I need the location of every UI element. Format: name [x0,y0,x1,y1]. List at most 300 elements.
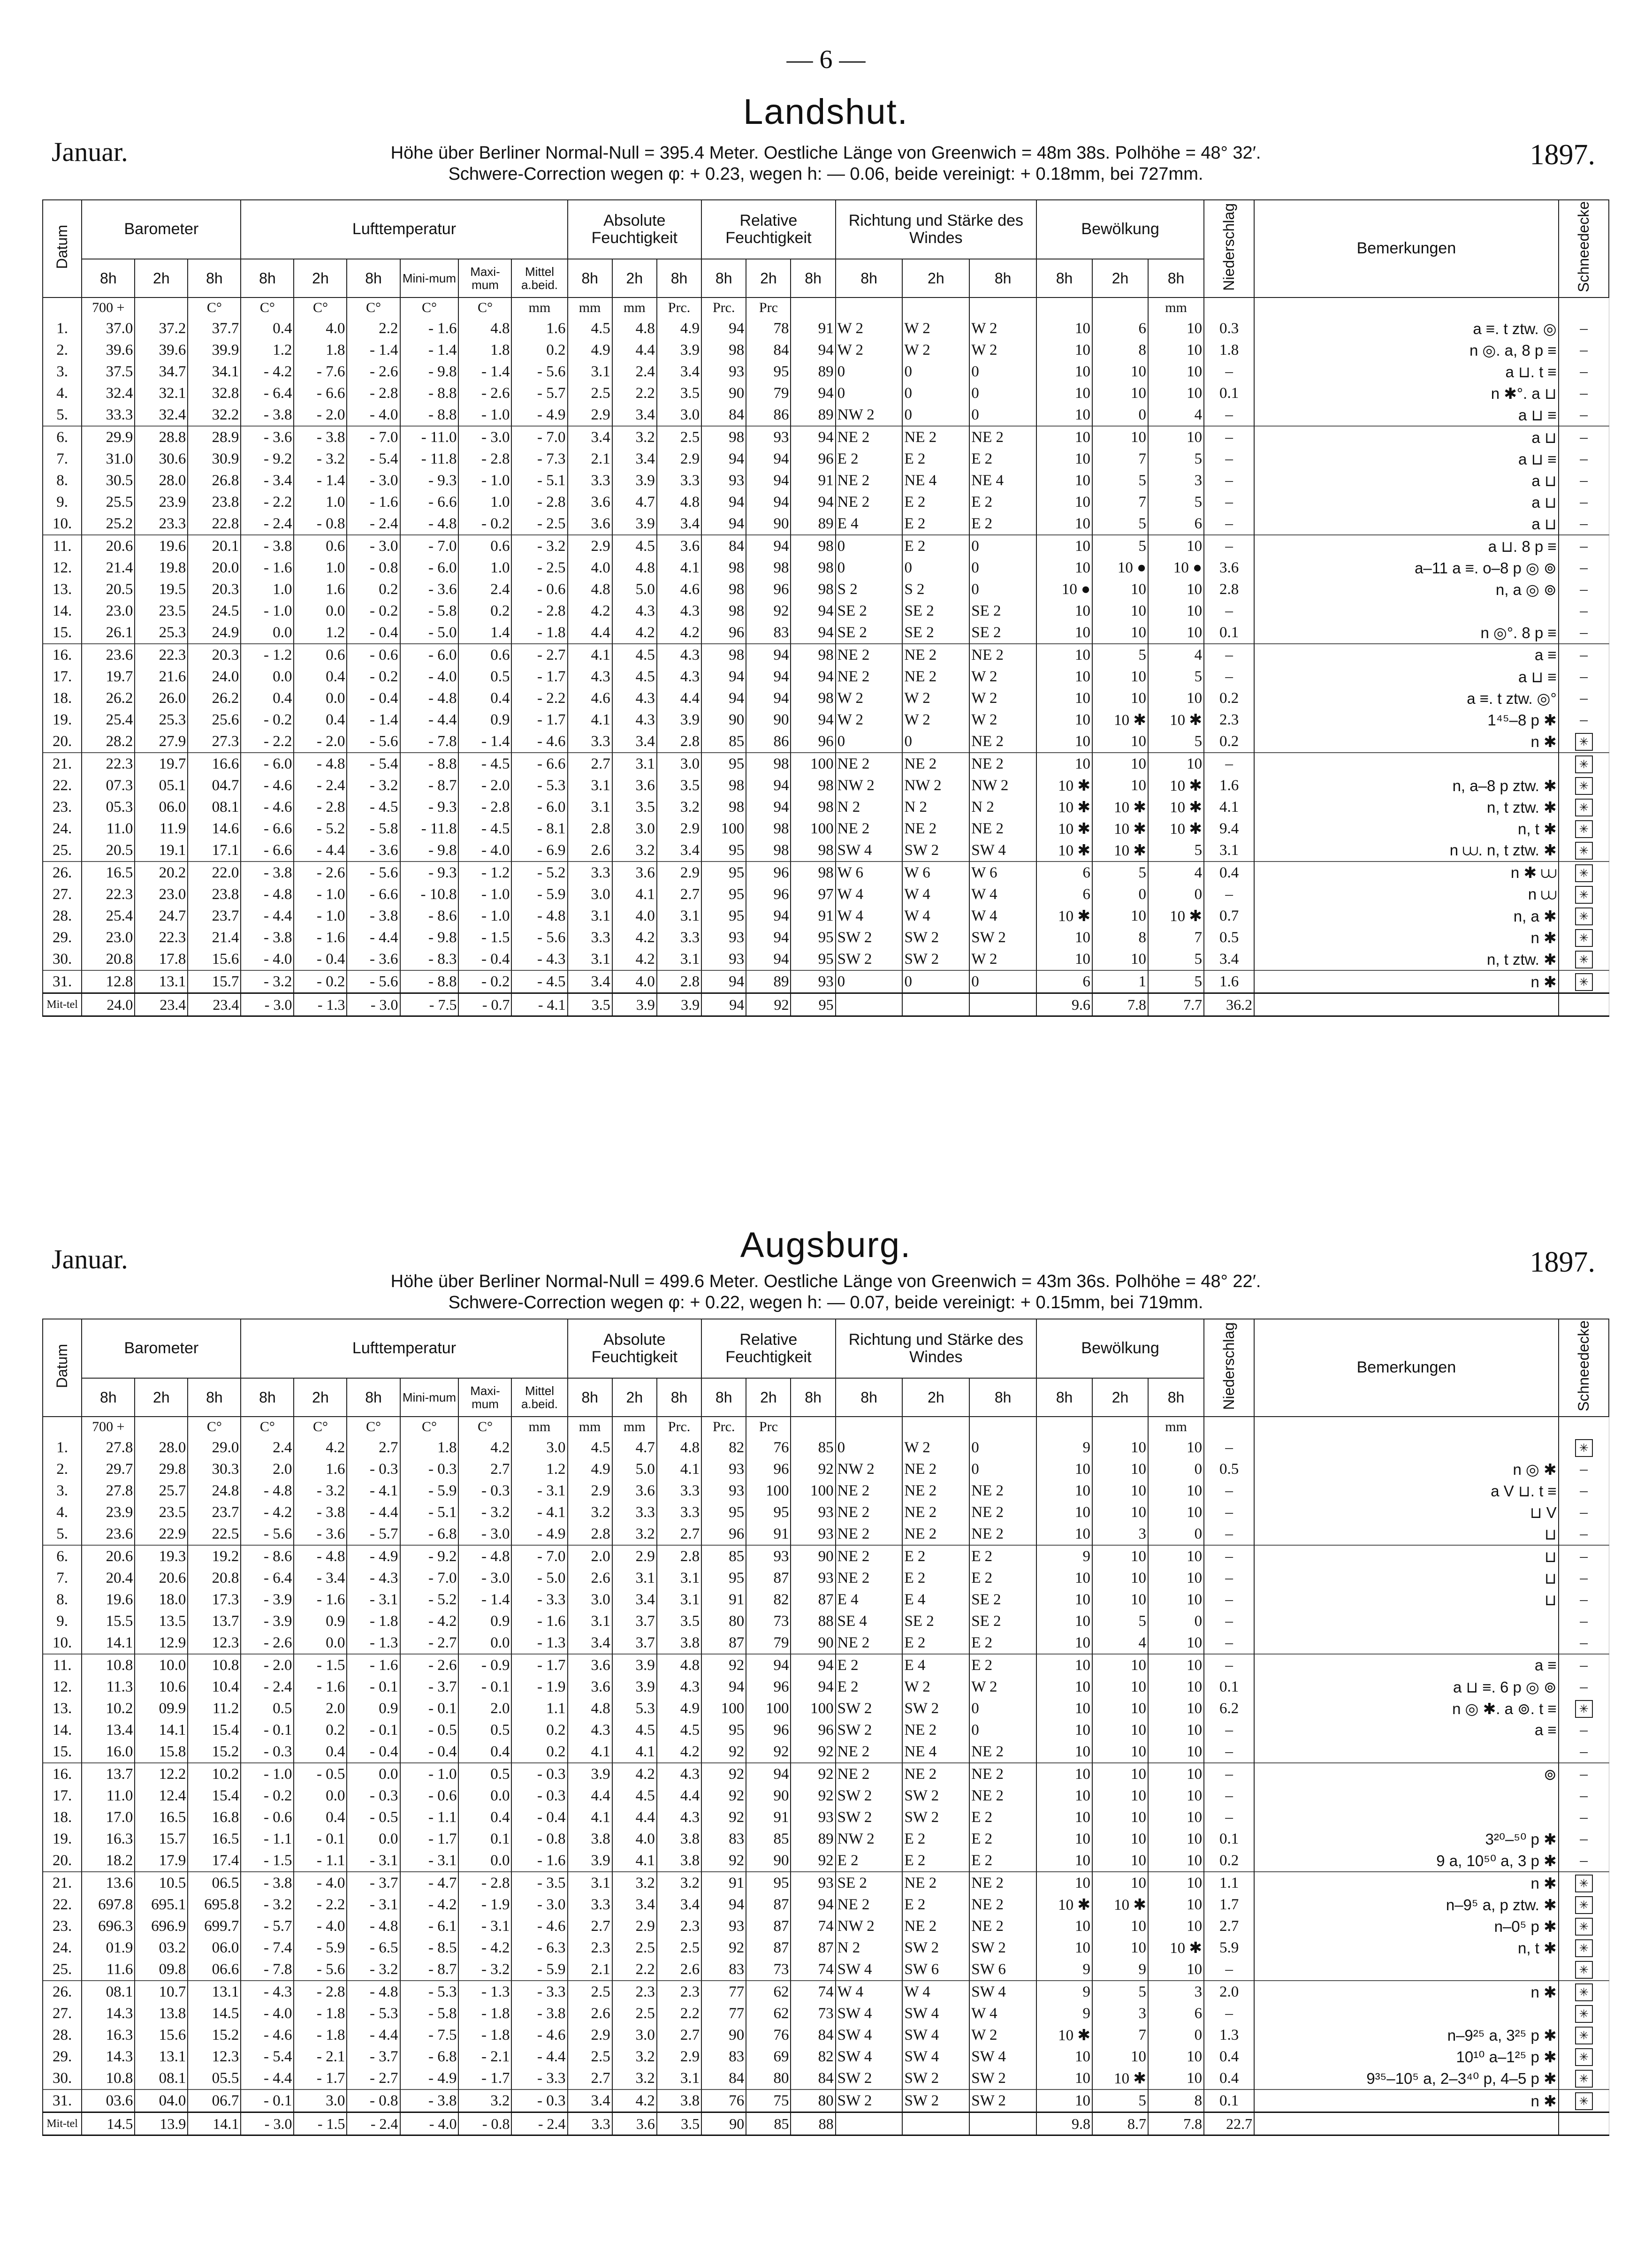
temp-2h: 0.0 [294,1632,347,1654]
temp-max: - 1.0 [458,905,511,927]
rel-hum-8h-eve: 94 [791,1654,835,1676]
table-row [43,426,1609,448]
unit-cell [1204,1417,1254,1437]
date: 11. [43,535,82,557]
snow-cover-icon: ✳ [1575,842,1593,860]
rel-hum-8h: 96 [701,622,746,644]
temp-min: - 9.2 [400,1545,459,1567]
abs-hum-8h: 3.6 [568,1676,612,1698]
baro-2h: 09.9 [135,1698,188,1719]
rel-hum-2h: 95 [746,361,791,382]
abs-hum-8h: 4.8 [568,1698,612,1719]
remarks: n ✱ [1254,970,1559,993]
baro-8h: 14.1 [82,1632,135,1654]
baro-2h: 22.9 [135,1523,188,1545]
snow-cover-icon: ✳ [1575,2048,1593,2066]
temp-min: - 9.3 [400,796,459,818]
temp-min: - 8.8 [400,970,459,993]
wind-8h: SW 4 [836,2024,903,2046]
snow-cover-mean [1559,993,1609,1016]
baro-8h: 20.6 [82,535,135,557]
temp-mean: - 0.4 [511,1807,567,1828]
temp-max: - 1.3 [458,1981,511,2003]
col-header-lufttemperatur: Lufttemperatur [241,200,567,259]
temp-max: - 1.0 [458,884,511,905]
abs-hum-2h: 3.2 [612,1872,657,1894]
date: 3. [43,361,82,382]
wind-8h-eve: NE 2 [969,1502,1036,1523]
rel-hum-8h-eve: 93 [791,1807,835,1828]
abs-hum-8h: 3.4 [568,1632,612,1654]
baro-8h: 13.7 [82,1763,135,1785]
rel-hum-8h-eve: 94 [791,339,835,361]
wind-8h: E 4 [836,513,903,535]
precipitation: – [1204,491,1254,513]
col-subheader: 8h [836,259,903,297]
rel-hum-8h-eve: 95 [791,948,835,970]
table-row [43,1437,1609,1458]
rel-hum-8h: 98 [701,796,746,818]
cloud-8h-mean: 9.6 [1036,993,1092,1016]
wind-2h: NE 2 [902,1502,969,1523]
wind-8h: 0 [836,535,903,557]
baro-8h: 08.1 [82,1981,135,2003]
precipitation: – [1204,513,1254,535]
rel-hum-8h-eve: 74 [791,1981,835,2003]
abs-hum-8h-eve: 2.5 [657,426,701,448]
snow-cover [1559,862,1609,884]
baro-8h-eve: 26.8 [188,470,241,491]
cloud-8h-eve: 10 ✱ [1148,1937,1204,1959]
snow-cover [1559,1937,1609,1959]
wind-8h: E 2 [836,1676,903,1698]
temp-max: 4.2 [458,1437,511,1458]
rel-hum-8h-eve: 89 [791,404,835,426]
baro-8h: 25.4 [82,905,135,927]
wind-8h: N 2 [836,1937,903,1959]
cloud-8h: 10 [1036,1828,1092,1850]
temp-min: - 5.2 [400,1589,459,1610]
abs-hum-2h: 4.4 [612,339,657,361]
cloud-8h-eve: 10 ✱ [1148,775,1204,796]
cloud-8h-eve: 10 [1148,600,1204,622]
precipitation: 2.3 [1204,709,1254,731]
abs-hum-8h-eve: 4.3 [657,1763,701,1785]
baro-2h: 12.2 [135,1763,188,1785]
snow-cover: – [1559,491,1609,513]
abs-hum-8h: 2.5 [568,1981,612,2003]
baro-8h-eve: 14.6 [188,818,241,839]
temp-mean: 1.2 [511,1458,567,1480]
baro-2h: 19.1 [135,839,188,862]
date: 25. [43,1959,82,1981]
temp-2h: 4.2 [294,1437,347,1458]
temp-8h-eve: - 3.1 [347,1589,400,1610]
baro-8h: 20.5 [82,579,135,600]
snow-cover: – [1559,426,1609,448]
temp-mean: - 2.8 [511,600,567,622]
temp-2h: - 3.4 [294,1567,347,1589]
snow-cover: – [1559,1502,1609,1523]
baro-8h: 18.2 [82,1850,135,1872]
abs-hum-8h-eve: 4.8 [657,1437,701,1458]
temp-8h: - 3.8 [241,404,294,426]
abs-hum-2h: 3.4 [612,448,657,470]
temp-8h: - 3.6 [241,426,294,448]
abs-hum-8h-eve: 2.5 [657,1937,701,1959]
wind-8h-eve: E 2 [969,1828,1036,1850]
col-subheader: 2h [135,259,188,297]
abs-hum-8h: 3.1 [568,1610,612,1632]
baro-8h-eve: 10.2 [188,1763,241,1785]
remarks: n, a–8 p ztw. ✱ [1254,775,1559,796]
baro-8h: 11.0 [82,1785,135,1807]
baro-8h: 32.4 [82,382,135,404]
snow-cover: – [1559,622,1609,644]
temp-8h-eve: - 3.1 [347,1850,400,1872]
date: 9. [43,491,82,513]
col-subheader: 2h [902,1378,969,1417]
date: 12. [43,1676,82,1698]
temp-8h-mean: - 3.0 [241,2112,294,2135]
precipitation: 6.2 [1204,1698,1254,1719]
temp-2h: - 5.2 [294,818,347,839]
wind-8h-mean [836,993,903,1016]
snow-cover-icon: ✳ [1575,2070,1593,2088]
temp-min: - 8.6 [400,905,459,927]
temp-2h: - 1.6 [294,1676,347,1698]
precipitation: – [1204,470,1254,491]
precipitation: 3.4 [1204,948,1254,970]
rel-hum-8h: 92 [701,1785,746,1807]
remarks: n ⩊ [1254,884,1559,905]
temp-8h: - 3.2 [241,1894,294,1915]
abs-hum-2h: 3.7 [612,1610,657,1632]
rel-hum-8h-eve: 82 [791,2046,835,2067]
wind-2h: E 4 [902,1589,969,1610]
abs-hum-8h-eve: 4.1 [657,557,701,579]
baro-8h-eve: 14.5 [188,2003,241,2024]
unit-cell: C° [294,297,347,318]
temp-mean: - 4.6 [511,731,567,753]
cloud-8h-eve: 10 [1148,1698,1204,1719]
abs-hum-2h: 3.4 [612,404,657,426]
cloud-2h: 5 [1092,2089,1148,2112]
abs-hum-8h-eve: 2.7 [657,1523,701,1545]
cloud-2h: 10 ✱ [1092,1894,1148,1915]
wind-2h: W 4 [902,1981,969,2003]
rel-hum-2h: 96 [746,862,791,884]
unit-cell: mm [1148,297,1204,318]
temp-2h: - 1.0 [294,905,347,927]
temp-2h: 0.4 [294,709,347,731]
temp-8h-eve: - 0.8 [347,557,400,579]
rel-hum-2h: 85 [746,1828,791,1850]
baro-2h: 23.5 [135,600,188,622]
temp-min: - 3.8 [400,2089,459,2112]
cloud-8h-eve: 10 ✱ [1148,818,1204,839]
abs-hum-8h-eve: 2.9 [657,2046,701,2067]
abs-hum-8h-mean: 3.5 [568,993,612,1016]
date: 7. [43,448,82,470]
cloud-8h-eve: 0 [1148,1610,1204,1632]
temp-2h-mean: - 1.5 [294,2112,347,2135]
temp-mean: - 0.3 [511,2089,567,2112]
abs-hum-8h-eve: 4.4 [657,687,701,709]
abs-hum-8h-eve: 3.9 [657,339,701,361]
observation-table [42,1319,1609,2136]
rel-hum-8h: 83 [701,2046,746,2067]
abs-hum-2h-mean: 3.6 [612,2112,657,2135]
date: 22. [43,775,82,796]
rel-hum-8h: 93 [701,1480,746,1502]
temp-max: 2.7 [458,1458,511,1480]
abs-hum-2h: 2.2 [612,1959,657,1981]
baro-8h: 10.2 [82,1698,135,1719]
temp-8h-eve: - 4.1 [347,1480,400,1502]
temp-min: - 8.8 [400,382,459,404]
col-subheader: 8h [791,259,835,297]
temp-8h: - 5.7 [241,1915,294,1937]
wind-2h: NE 2 [902,1480,969,1502]
baro-8h: 16.0 [82,1741,135,1763]
cloud-8h: 10 [1036,927,1092,948]
table-row [43,382,1609,404]
temp-max: 0.4 [458,687,511,709]
cloud-2h: 0 [1092,404,1148,426]
table-row [43,644,1609,666]
remarks: n, t ztw. ✱ [1254,796,1559,818]
temp-max: 0.9 [458,1610,511,1632]
wind-8h: NE 2 [836,491,903,513]
cloud-2h: 10 ✱ [1092,709,1148,731]
temp-2h: - 0.5 [294,1763,347,1785]
unit-cell [1036,297,1092,318]
temp-8h: - 4.2 [241,361,294,382]
abs-hum-8h-eve: 3.9 [657,709,701,731]
cloud-8h-eve: 10 [1148,1741,1204,1763]
rel-hum-8h: 94 [701,448,746,470]
rel-hum-8h-eve: 98 [791,579,835,600]
rel-hum-8h-eve: 73 [791,2003,835,2024]
abs-hum-8h: 2.5 [568,2046,612,2067]
snow-cover [1559,1981,1609,2003]
date: 21. [43,753,82,775]
temp-2h: - 3.8 [294,426,347,448]
rel-hum-8h-eve-mean: 95 [791,993,835,1016]
rel-hum-2h: 87 [746,1937,791,1959]
date: 16. [43,1763,82,1785]
rel-hum-8h: 94 [701,513,746,535]
cloud-8h-eve: 10 [1148,1589,1204,1610]
cloud-8h: 10 [1036,1763,1092,1785]
table-row [43,404,1609,426]
rel-hum-8h: 93 [701,470,746,491]
cloud-2h: 3 [1092,2003,1148,2024]
col-subheader: Mittel a.beid. [511,1378,567,1417]
col-header-niederschlag [1204,1319,1254,1417]
rel-hum-8h-eve: 94 [791,1894,835,1915]
cloud-8h: 6 [1036,884,1092,905]
baro-8h-eve: 15.2 [188,2024,241,2046]
cloud-8h-eve: 10 [1148,1763,1204,1785]
abs-hum-2h: 4.5 [612,666,657,687]
abs-hum-2h: 4.1 [612,1850,657,1872]
date: 14. [43,1719,82,1741]
wind-8h: NE 2 [836,753,903,775]
precipitation: 0.5 [1204,927,1254,948]
abs-hum-8h-eve: 3.8 [657,1828,701,1850]
wind-2h: NE 2 [902,1763,969,1785]
cloud-8h: 10 [1036,644,1092,666]
wind-2h: S 2 [902,579,969,600]
temp-2h: - 2.2 [294,1894,347,1915]
temp-min: - 3.6 [400,579,459,600]
precipitation: – [1204,1437,1254,1458]
temp-mean: - 4.9 [511,404,567,426]
unit-cell: 700 + [82,1417,135,1437]
abs-hum-2h: 3.7 [612,1632,657,1654]
abs-hum-2h: 4.0 [612,970,657,993]
temp-min: - 11.0 [400,426,459,448]
wind-8h-eve: W 4 [969,884,1036,905]
cloud-8h-eve: 6 [1148,513,1204,535]
baro-2h: 10.7 [135,1981,188,2003]
precipitation: 0.4 [1204,2067,1254,2089]
abs-hum-8h-eve: 3.3 [657,927,701,948]
abs-hum-8h: 2.1 [568,448,612,470]
cloud-8h: 6 [1036,862,1092,884]
wind-2h: NE 2 [902,753,969,775]
wind-2h: NE 2 [902,644,969,666]
abs-hum-2h: 4.3 [612,687,657,709]
date: 30. [43,948,82,970]
baro-8h: 25.4 [82,709,135,731]
wind-2h: W 4 [902,884,969,905]
unit-cell: C° [294,1417,347,1437]
abs-hum-8h-eve: 3.2 [657,1872,701,1894]
temp-mean: - 6.0 [511,796,567,818]
baro-2h: 08.1 [135,2067,188,2089]
abs-hum-8h-eve: 2.3 [657,1981,701,2003]
cloud-8h: 10 [1036,1698,1092,1719]
snow-cover [1559,2024,1609,2046]
baro-8h: 20.6 [82,1545,135,1567]
temp-min: - 6.8 [400,1523,459,1545]
table-row [43,1523,1609,1545]
baro-2h: 05.1 [135,775,188,796]
month-label: Januar. [52,1244,128,1274]
rel-hum-8h-eve: 96 [791,731,835,753]
abs-hum-2h: 2.4 [612,361,657,382]
wind-2h: NE 2 [902,1915,969,1937]
remarks: a–11 a ≡. o–8 p ◎ ⊚ [1254,557,1559,579]
rel-hum-8h: 94 [701,318,746,339]
baro-8h-eve: 05.5 [188,2067,241,2089]
col-subheader: 8h [347,259,400,297]
temp-8h-eve: - 0.3 [347,1458,400,1480]
abs-hum-8h: 4.9 [568,1458,612,1480]
abs-hum-8h: 3.1 [568,948,612,970]
rel-hum-8h: 94 [701,1894,746,1915]
cloud-8h: 10 [1036,753,1092,775]
wind-8h: 0 [836,1437,903,1458]
cloud-8h: 10 [1036,1741,1092,1763]
precipitation: – [1204,1763,1254,1785]
rel-hum-2h: 94 [746,666,791,687]
temp-mean: - 3.3 [511,1589,567,1610]
date: 4. [43,382,82,404]
precipitation: 0.1 [1204,622,1254,644]
snow-cover: – [1559,361,1609,382]
abs-hum-2h: 3.0 [612,818,657,839]
wind-8h-eve: SW 2 [969,2067,1036,2089]
temp-max: 0.0 [458,1785,511,1807]
col-subheader: 8h [568,259,612,297]
cloud-2h: 10 [1092,1785,1148,1807]
precipitation: – [1204,666,1254,687]
abs-hum-8h-eve: 4.4 [657,1785,701,1807]
cloud-8h: 10 [1036,1589,1092,1610]
cloud-8h: 10 [1036,1458,1092,1480]
snow-cover [1559,1959,1609,1981]
abs-hum-8h: 4.2 [568,600,612,622]
wind-2h: E 2 [902,1828,969,1850]
temp-8h-eve: - 4.8 [347,1915,400,1937]
unit-cell: C° [188,1417,241,1437]
baro-8h: 10.8 [82,2067,135,2089]
rel-hum-8h: 98 [701,644,746,666]
baro-2h: 17.9 [135,1850,188,1872]
precipitation: – [1204,753,1254,775]
precipitation: – [1204,1589,1254,1610]
abs-hum-8h-eve: 4.9 [657,318,701,339]
temp-max: - 2.8 [458,1872,511,1894]
rel-hum-8h-eve: 92 [791,1785,835,1807]
unit-cell [836,297,903,318]
temp-8h-eve: - 0.4 [347,1741,400,1763]
temp-8h-eve-mean: - 3.0 [347,993,400,1016]
baro-8h: 12.8 [82,970,135,993]
abs-hum-8h: 3.3 [568,927,612,948]
wind-8h-eve: SW 2 [969,1937,1036,1959]
precipitation: – [1204,1807,1254,1828]
abs-hum-8h: 4.4 [568,1785,612,1807]
date: 1. [43,318,82,339]
temp-8h: - 2.2 [241,731,294,753]
col-header-datum [43,1319,82,1417]
temp-max: 1.0 [458,491,511,513]
temp-8h-eve: - 1.4 [347,709,400,731]
wind-8h: W 2 [836,687,903,709]
snow-cover-icon: ✳ [1575,733,1593,751]
abs-hum-2h: 4.5 [612,1719,657,1741]
table-row [43,970,1609,993]
baro-2h: 23.0 [135,884,188,905]
remarks: n, t ✱ [1254,818,1559,839]
baro-8h-eve: 20.3 [188,579,241,600]
abs-hum-2h: 4.2 [612,948,657,970]
wind-8h: SW 2 [836,2067,903,2089]
wind-8h-eve: NE 2 [969,1741,1036,1763]
col-header-bewoelkung: Bewölkung [1036,1319,1204,1378]
rel-hum-8h-eve: 92 [791,1741,835,1763]
abs-hum-8h: 3.4 [568,970,612,993]
date: 6. [43,426,82,448]
temp-2h: 1.6 [294,1458,347,1480]
temp-8h: - 4.4 [241,905,294,927]
rel-hum-8h-eve: 98 [791,535,835,557]
